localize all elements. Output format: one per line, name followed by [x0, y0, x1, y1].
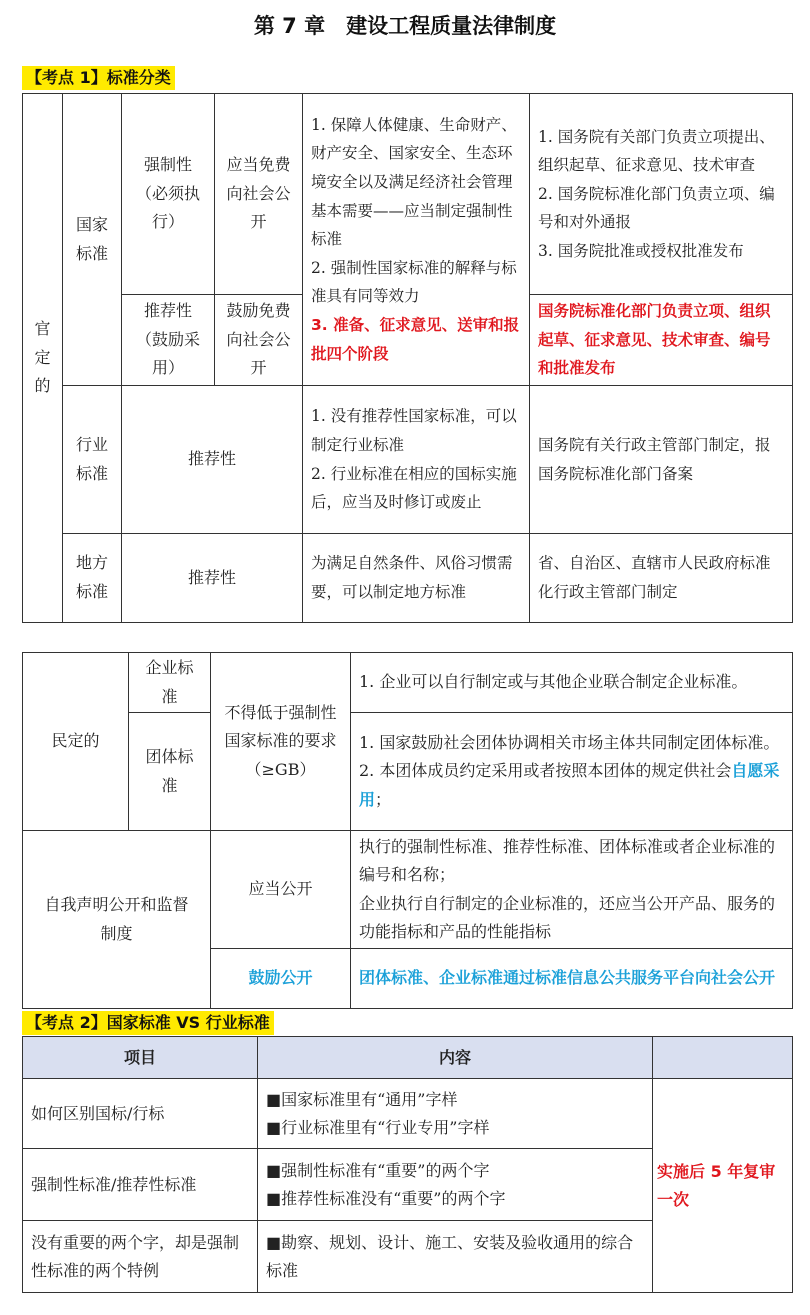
local-procedure: 省、自治区、直辖市人民政府标准化行政主管部门制定: [530, 534, 793, 623]
civil-standard-table: [22, 652, 793, 1009]
row2-content-2: ■推荐性标准没有“重要”的两个字: [266, 1188, 506, 1208]
header-item: 项目: [23, 1037, 258, 1079]
row2-content: [258, 1149, 653, 1221]
national-desc-1: 1. 保障人体健康、生命财产、财产安全、国家安全、生态环境安全以及满足经济社会管理基本需要——应当制定强制性标准: [311, 115, 517, 249]
row1-content: [258, 1079, 653, 1149]
review-note: 实施后 5 年复审一次: [653, 1079, 793, 1293]
should-desc-2: 企业执行自行制定的企业标准的，还应当公开产品、服务的功能指标和产品的性能指标: [359, 893, 776, 941]
header-empty: [653, 1037, 793, 1079]
group-desc-2-post: ；: [375, 789, 392, 809]
mandatory-label: 强制性（必须执行）: [122, 94, 215, 295]
industry-label: 行业标准: [63, 386, 122, 534]
national-desc-2: 2. 强制性国家标准的解释与标准具有同等效力: [311, 258, 517, 306]
recommended-label: 推荐性（鼓励采用）: [122, 295, 215, 386]
industry-description: [303, 386, 530, 534]
national-description: [303, 94, 530, 386]
should-publish-description: [351, 831, 793, 949]
page-title: 第 7 章 建设工程质量法律制度: [253, 14, 557, 38]
row1-content-1: ■国家标准里有“通用”字样: [266, 1089, 458, 1109]
industry-desc-2: 2. 行业标准在相应的国标实施后，应当及时修订或废止: [311, 464, 517, 512]
national-label: 国家标准: [63, 94, 122, 386]
mandatory-proc-3: 3. 国务院批准或授权批准发布: [538, 241, 744, 260]
industry-procedure: 国务院有关行政主管部门制定，报国务院标准化部门备案: [530, 386, 793, 534]
should-desc-1: 执行的强制性标准、推荐性标准、团体标准或者企业标准的编号和名称；: [359, 836, 776, 884]
enterprise-label: 企业标准: [129, 653, 211, 713]
row3-item: 没有重要的两个字，却是强制性标准的两个特例: [23, 1221, 258, 1293]
row2-item: 强制性标准/推荐性标准: [23, 1149, 258, 1221]
encourage-publish-label: 鼓励公开: [211, 949, 351, 1009]
local-description: 为满足自然条件、风俗习惯需要，可以制定地方标准: [303, 534, 530, 623]
requirement-text: 不得低于强制性国家标准的要求（≥GB）: [211, 653, 351, 831]
official-label: 官定的: [23, 94, 63, 623]
mandatory-publicity: 应当免费向社会公开: [215, 94, 303, 295]
standard-classification-table: [22, 93, 793, 623]
row1-content-2: ■行业标准里有“行业专用”字样: [266, 1117, 490, 1137]
self-declaration-label: 自我声明公开和监督制度: [23, 831, 211, 1009]
encourage-publish-description: 团体标准、企业标准通过标准信息公共服务平台向社会公开: [351, 949, 793, 1009]
civil-label: 民定的: [23, 653, 129, 831]
should-publish-label: 应当公开: [211, 831, 351, 949]
row1-item: 如何区别国标/行标: [23, 1079, 258, 1149]
row3-content: ■勘察、规划、设计、施工、安装及验收通用的综合标准: [258, 1221, 653, 1293]
group-desc-2-pre: 2. 本团体成员约定采用或者按照本团体的规定供社会: [359, 761, 732, 781]
industry-desc-1: 1. 没有推荐性国家标准，可以制定行业标准: [311, 407, 517, 454]
kp2-tag: 【考点 2】国家标准 VS 行业标准: [22, 1011, 274, 1035]
row2-content-1: ■强制性标准有“重要”的两个字: [266, 1160, 490, 1180]
recommended-publicity: 鼓励免费向社会公开: [215, 295, 303, 386]
group-desc-2: [359, 757, 784, 814]
header-content: 内容: [258, 1037, 653, 1079]
enterprise-description: 1. 企业可以自行制定或与其他企业联合制定企业标准。: [351, 653, 793, 713]
industry-type: 推荐性: [122, 386, 303, 534]
local-label: 地方标准: [63, 534, 122, 623]
group-label: 团体标准: [129, 713, 211, 831]
local-type: 推荐性: [122, 534, 303, 623]
mandatory-proc-2: 2. 国务院标准化部门负责立项、编号和对外通报: [538, 184, 775, 232]
recommended-procedure: 国务院标准化部门负责立项、组织起草、征求意见、技术审查、编号和批准发布: [530, 295, 793, 386]
group-desc-1: 1. 国家鼓励社会团体协调相关市场主体共同制定团体标准。: [359, 732, 780, 752]
mandatory-proc-1: 1. 国务院有关部门负责立项提出、组织起草、征求意见、技术审查: [538, 127, 775, 175]
national-vs-industry-table: [22, 1036, 793, 1293]
national-desc-3: 3. 准备、征求意见、送审和报批四个阶段: [311, 315, 520, 363]
voluntary-adoption: 自愿采用: [359, 761, 780, 809]
mandatory-procedure: [530, 94, 793, 295]
kp1-tag: 【考点 1】标准分类: [22, 66, 175, 90]
group-description: [351, 713, 793, 831]
